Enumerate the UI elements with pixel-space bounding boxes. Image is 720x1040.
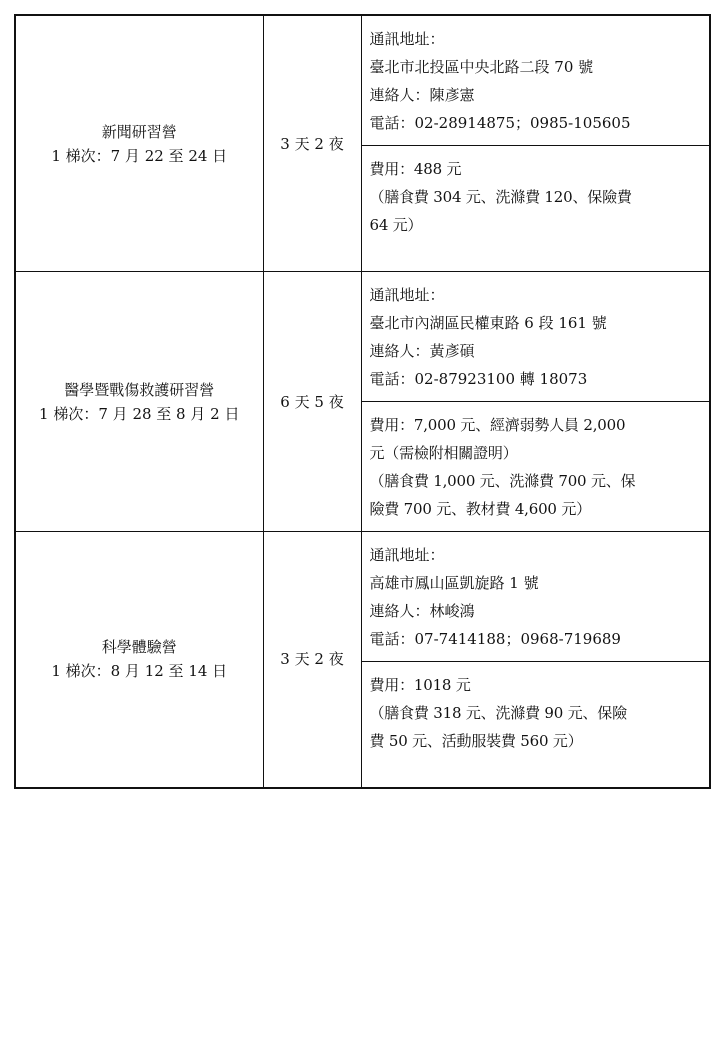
contact-person: 連絡人：黃彥碩 — [369, 342, 475, 360]
camp-row-science-contact — [15, 532, 710, 662]
fee-line: 費 50 元、活動服裝費 560 元） — [369, 732, 583, 750]
camp-row-medical-contact — [15, 272, 710, 402]
camp-duration: 3 天 2 夜 — [263, 15, 361, 272]
contact-address: 高雄市鳳山區凱旋路 1 號 — [369, 574, 539, 592]
camp-name-cell — [15, 532, 263, 788]
fee-line: 費用：488 元 — [369, 160, 462, 178]
camp-name-cell — [15, 272, 263, 532]
fee-line: （膳食費 304 元、洗滌費 120、保險費 — [369, 188, 632, 206]
fee-line: 元（需檢附相關證明） — [369, 444, 518, 462]
contact-address-label: 通訊地址： — [369, 546, 445, 564]
fee-line: 費用：7,000 元、經濟弱勢人員 2,000 — [369, 416, 626, 434]
camp-fee-cell — [361, 662, 710, 788]
contact-phone: 電話：02-87923100 轉 18073 — [369, 370, 588, 388]
camp-name: 新聞研習營 — [101, 122, 177, 141]
contact-person: 連絡人：林峻鴻 — [369, 602, 475, 620]
camp-name-cell — [15, 15, 263, 272]
camp-name: 科學體驗營 — [101, 638, 177, 657]
contact-phone: 電話：02-28914875；0985-105605 — [369, 114, 631, 132]
camp-schedule-table — [14, 14, 711, 789]
camp-row-news-contact — [15, 15, 710, 146]
camp-duration: 6 天 5 夜 — [263, 272, 361, 532]
camp-contact-cell — [361, 532, 710, 662]
fee-line: （膳食費 318 元、洗滌費 90 元、保險 — [369, 704, 627, 722]
contact-phone: 電話：07-7414188；0968-719689 — [369, 630, 621, 648]
fee-line: 64 元） — [369, 216, 423, 234]
camp-fee-cell — [361, 402, 710, 532]
contact-person: 連絡人：陳彥憲 — [369, 86, 475, 104]
camp-session: 1 梯次：7 月 28 至 8 月 2 日 — [39, 404, 240, 423]
camp-session: 1 梯次：7 月 22 至 24 日 — [51, 146, 228, 165]
contact-address: 臺北市內湖區民權東路 6 段 161 號 — [369, 314, 607, 332]
fee-line: 險費 700 元、教材費 4,600 元） — [369, 500, 591, 518]
contact-address-label: 通訊地址： — [369, 286, 445, 304]
camp-contact-cell — [361, 272, 710, 402]
camp-fee-cell — [361, 146, 710, 272]
camp-name: 醫學暨戰傷救護研習營 — [64, 380, 215, 399]
camp-duration: 3 天 2 夜 — [263, 532, 361, 788]
fee-line: （膳食費 1,000 元、洗滌費 700 元、保 — [369, 472, 636, 490]
contact-address: 臺北市北投區中央北路二段 70 號 — [369, 58, 594, 76]
fee-line: 費用：1018 元 — [369, 676, 471, 694]
camp-session: 1 梯次：8 月 12 至 14 日 — [51, 662, 228, 681]
camp-contact-cell — [361, 15, 710, 146]
contact-address-label: 通訊地址： — [369, 30, 445, 48]
